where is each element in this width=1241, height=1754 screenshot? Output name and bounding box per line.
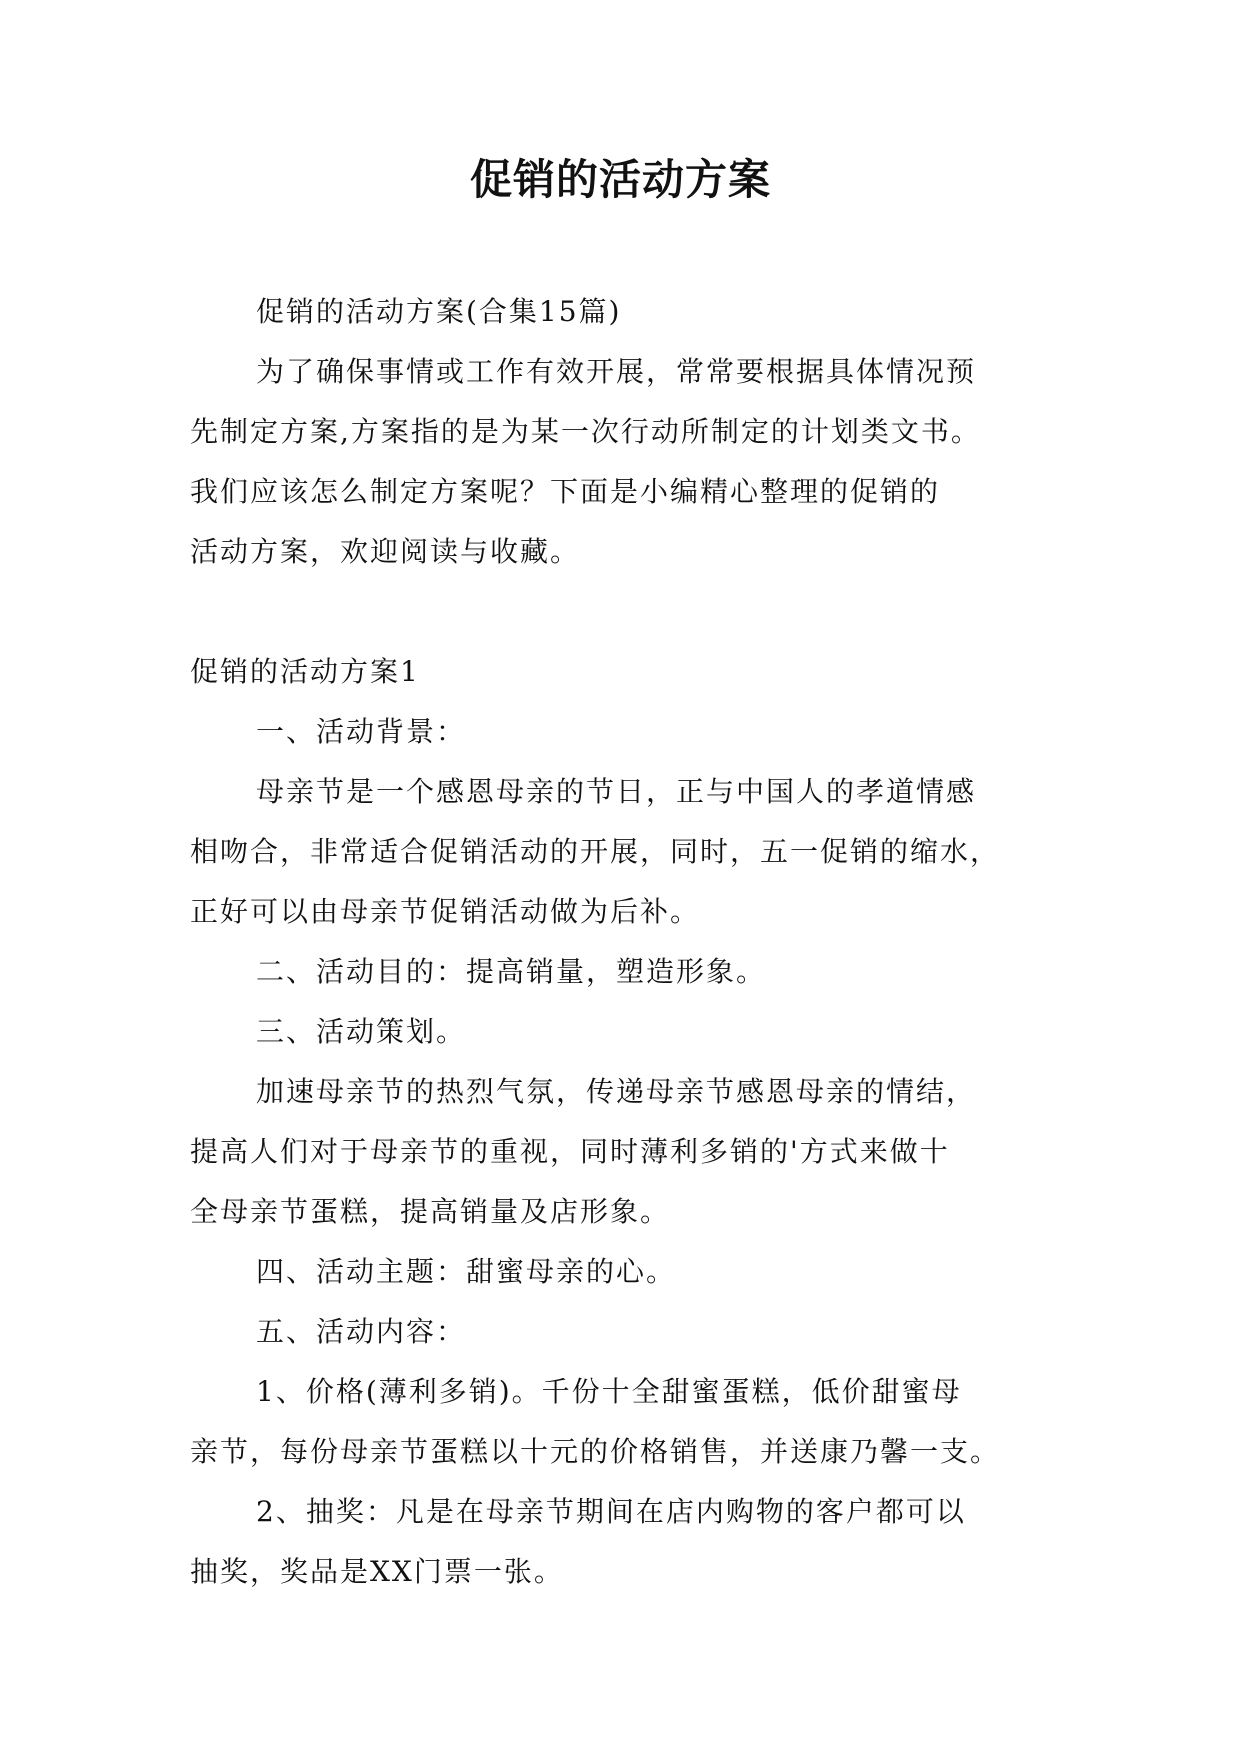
text-line: 二、活动目的：提高销量，塑造形象。	[256, 955, 767, 988]
blank-line	[190, 582, 1050, 642]
text-line: 抽奖，奖品是XX门票一张。	[190, 1555, 564, 1588]
text-line: 为了确保事情或工作有效开展，常常要根据具体情况预	[256, 355, 977, 388]
text-line: 活动方案，欢迎阅读与收藏。	[190, 535, 581, 568]
text-line: 相吻合，非常适合促销活动的开展，同时，五一促销的缩水，	[190, 835, 1001, 868]
text-line: 母亲节是一个感恩母亲的节日，正与中国人的孝道情感	[256, 775, 977, 808]
text-line: 先制定方案,方案指的是为某一次行动所制定的计划类文书。	[190, 415, 981, 448]
text-line: 促销的活动方案1	[190, 655, 420, 688]
text-line: 全母亲节蛋糕，提高销量及店形象。	[190, 1195, 671, 1228]
page-title: 促销的活动方案	[469, 155, 771, 204]
text-line: 加速母亲节的热烈气氛，传递母亲节感恩母亲的情结，	[256, 1075, 977, 1108]
text-line: 1、价格(薄利多销)。千份十全甜蜜蛋糕，低价甜蜜母	[256, 1375, 962, 1408]
text-line: 一、活动背景：	[256, 715, 467, 748]
text-line: 我们应该怎么制定方案呢？下面是小编精心整理的促销的	[190, 475, 941, 508]
text-line: 正好可以由母亲节促销活动做为后补。	[190, 895, 701, 928]
text-line: 亲节，每份母亲节蛋糕以十元的价格销售，并送康乃馨一支。	[190, 1435, 1001, 1468]
text-line: 2、抽奖：凡是在母亲节期间在店内购物的客户都可以	[256, 1495, 966, 1528]
text-line: 提高人们对于母亲节的重视，同时薄利多销的'方式来做十	[190, 1135, 950, 1168]
text-line: 四、活动主题：甜蜜母亲的心。	[256, 1255, 677, 1288]
text-line: 三、活动策划。	[256, 1015, 467, 1048]
text-line: 五、活动内容：	[256, 1315, 467, 1348]
text-line: 促销的活动方案(合集15篇)	[256, 295, 622, 328]
document-body	[190, 282, 1050, 1602]
